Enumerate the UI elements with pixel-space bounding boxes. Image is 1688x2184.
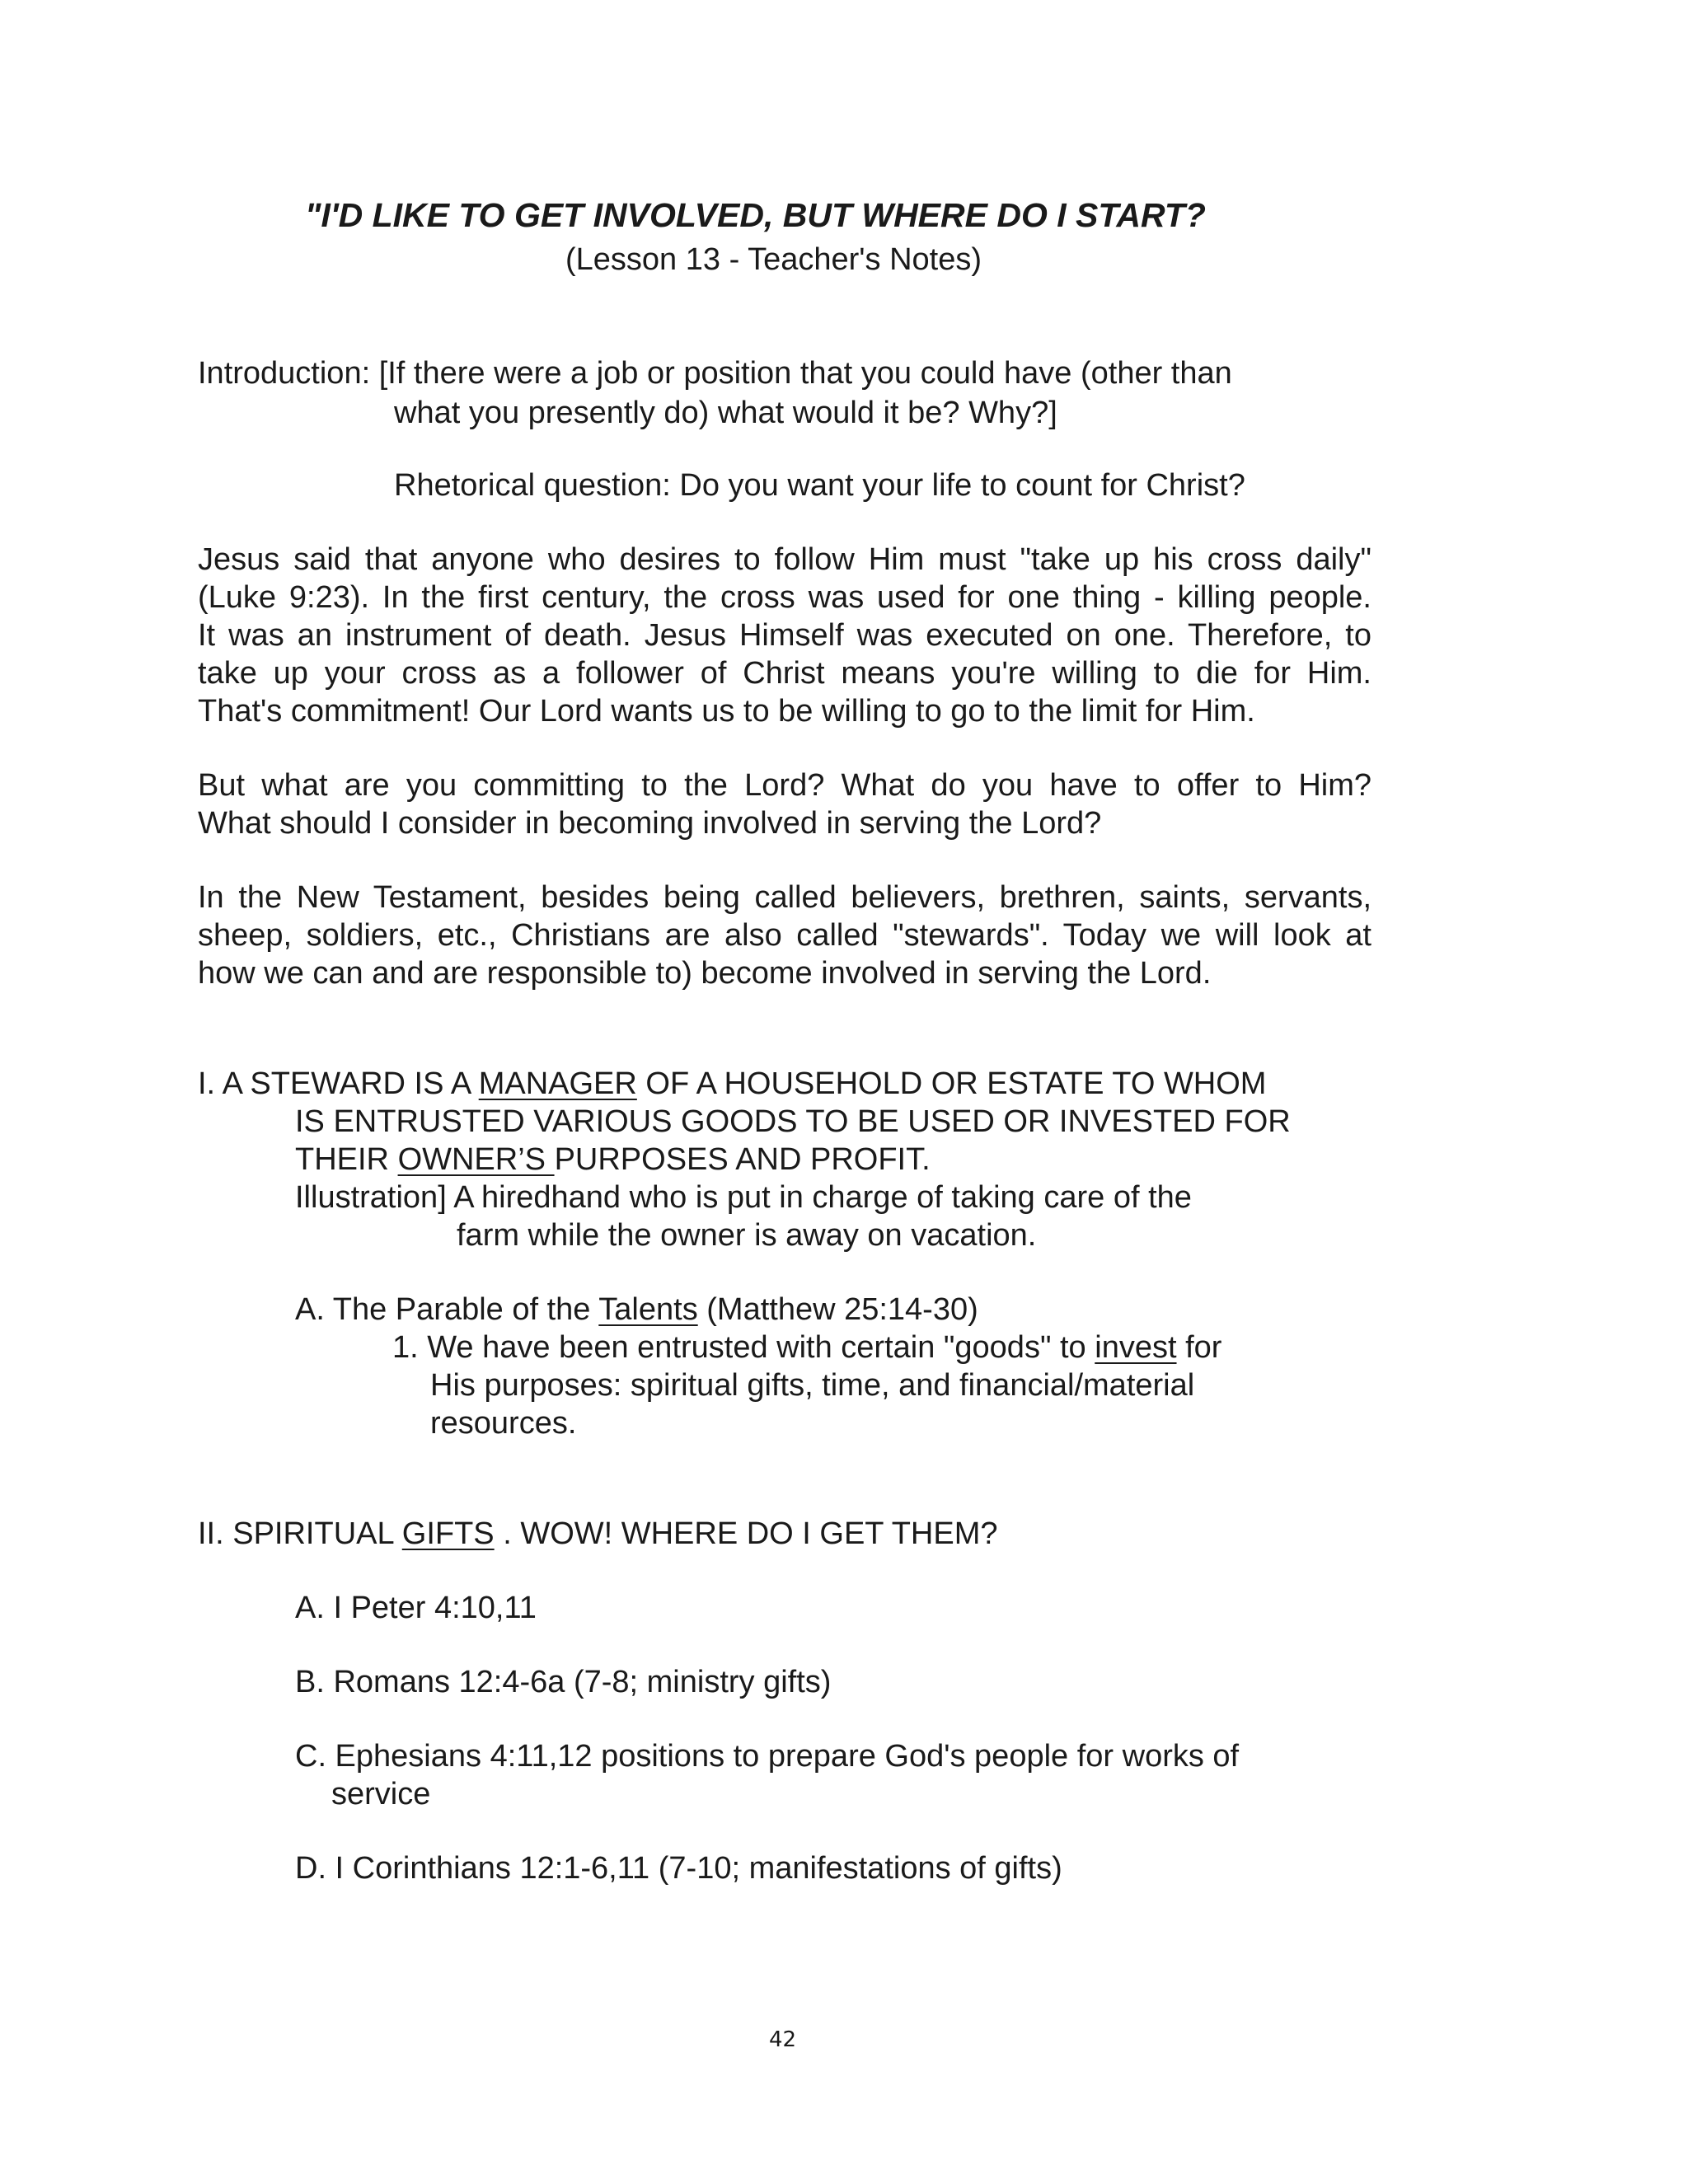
underlined-term-gifts: GIFTS (401, 1516, 495, 1551)
para3-line: sheep, soldiers, etc., Christians are also called "stewards". Today we will look at (198, 918, 1372, 953)
page-number: 42 (769, 2027, 797, 2052)
rhetorical-question: Rhetorical question: Do you want your life to count for Christ? (394, 468, 1245, 503)
underlined-term-invest: invest (1095, 1330, 1177, 1365)
intro-line-1: Introduction: [If there were a job or position that you could have (other than (198, 356, 1232, 391)
section-2-point-b: B. Romans 12:4-6a (7-8; ministry gifts) (295, 1665, 832, 1699)
para3-line: how we can and are responsible to) become involved in serving the Lord. (198, 956, 1212, 991)
para2-line: What should I consider in becoming involved in serving the Lord? (198, 806, 1102, 841)
illustration-line-2: farm while the owner is away on vacation. (457, 1218, 1037, 1253)
section-1-subpoint-1-line-3: resources. (430, 1406, 577, 1441)
section-1-heading: I. A STEWARD IS A MANAGER OF A HOUSEHOLD OR ESTATE TO WHOM (198, 1066, 1267, 1101)
page-subtitle: (Lesson 13 - Teacher's Notes) (565, 242, 982, 277)
section-2-point-a: A. I Peter 4:10,11 (295, 1591, 537, 1625)
section-1-point-a: A. The Parable of the Talents (Matthew 25:14-30) (295, 1292, 978, 1327)
section-2-point-d: D. I Corinthians 12:1-6,11 (7-10; manifestations of gifts) (295, 1851, 1062, 1886)
para2-line: But what are you committing to the Lord? What do you have to offer to Him? (198, 768, 1372, 803)
page-title: "I'D LIKE TO GET INVOLVED, BUT WHERE DO I START? (305, 196, 1206, 234)
para1-line: take up your cross as a follower of Christ means you're willing to die for Him. (198, 656, 1372, 691)
para1-line: Jesus said that anyone who desires to follow Him must "take up his cross daily" (198, 542, 1372, 577)
para1-line: That's commitment! Our Lord wants us to be willing to go to the limit for Him. (198, 694, 1255, 729)
para3-line: In the New Testament, besides being called believers, brethren, saints, servants, (198, 880, 1372, 915)
illustration-line-1: Illustration] A hiredhand who is put in charge of taking care of the (295, 1180, 1192, 1215)
section-2-point-c-line-2: service (331, 1777, 431, 1811)
underlined-term-manager: MANAGER (478, 1066, 637, 1101)
section-2-heading: II. SPIRITUAL GIFTS . WOW! WHERE DO I GET THEM? (198, 1516, 998, 1551)
section-1-subpoint-1: 1. We have been entrusted with certain "goods" to invest for (392, 1330, 1222, 1365)
para1-line: It was an instrument of death. Jesus Himself was executed on one. Therefore, to (198, 618, 1372, 653)
intro-line-2: what you presently do) what would it be? Why?] (394, 396, 1057, 430)
section-1-heading-line-2: IS ENTRUSTED VARIOUS GOODS TO BE USED OR INVESTED FOR (295, 1104, 1291, 1139)
section-2-point-c: C. Ephesians 4:11,12 positions to prepare God's people for works of (295, 1739, 1240, 1774)
section-1-subpoint-1-line-2: His purposes: spiritual gifts, time, and financial/material (430, 1368, 1195, 1403)
underlined-term-owners: OWNER’S (397, 1142, 555, 1177)
underlined-term-talents: Talents (598, 1292, 698, 1327)
para1-line: (Luke 9:23). In the first century, the cross was used for one thing - killing people. (198, 580, 1372, 615)
section-1-heading-line-3: THEIR OWNER’S PURPOSES AND PROFIT. (295, 1142, 931, 1177)
